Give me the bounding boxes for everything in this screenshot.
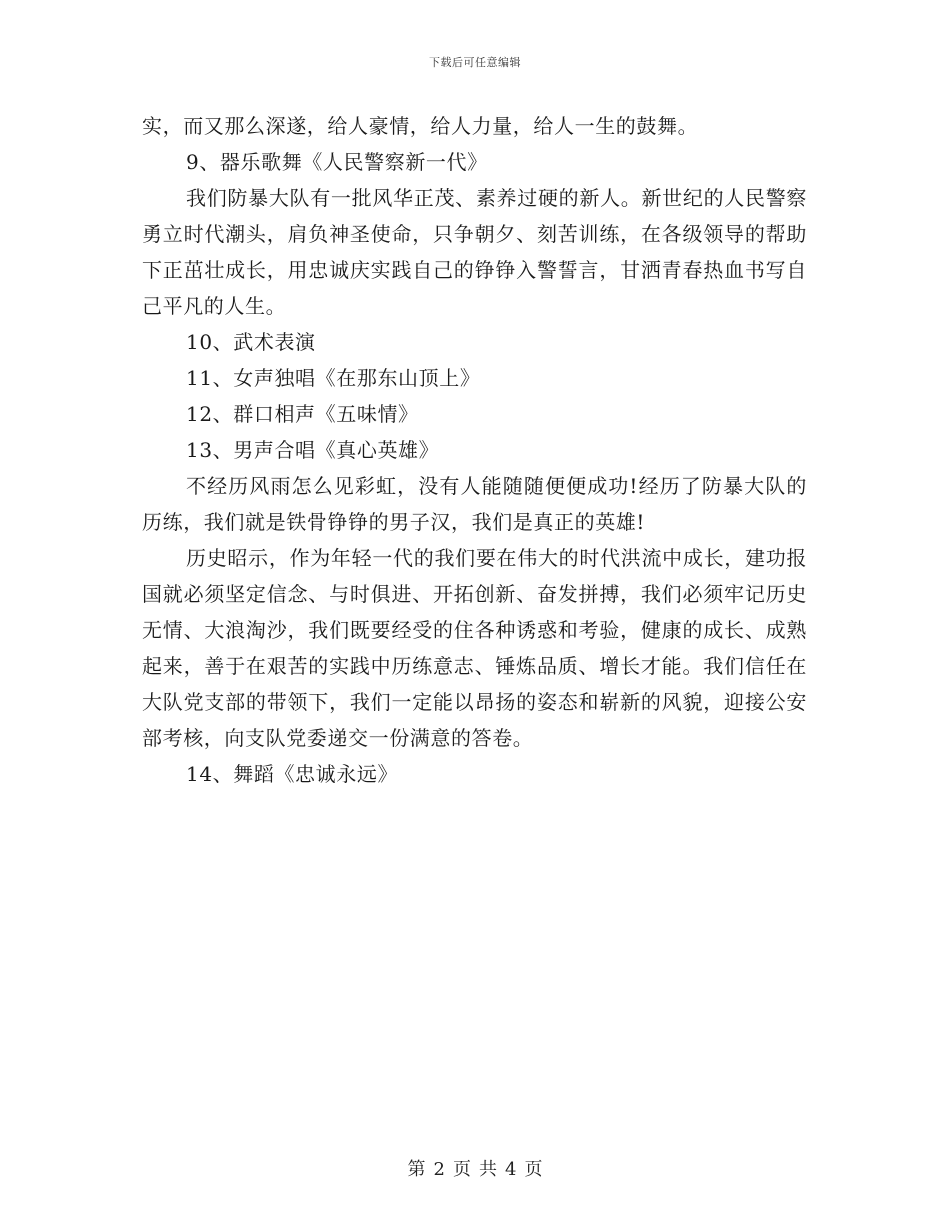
page-label-total: 共 xyxy=(479,1159,497,1180)
total-pages-number: 4 xyxy=(505,1159,517,1180)
current-page-number: 2 xyxy=(433,1159,445,1180)
page-label-mid: 页 xyxy=(453,1159,471,1180)
program-item-14: 14、舞蹈《忠诚永远》 xyxy=(186,762,399,786)
page-label-suffix: 页 xyxy=(524,1159,543,1180)
page-label-prefix: 第 xyxy=(407,1159,426,1180)
program-item-13: 13、男声合唱《真心英雄》 xyxy=(186,438,440,462)
page-footer xyxy=(0,1155,950,1181)
header-note: 下载后可任意编辑 xyxy=(429,56,521,69)
paragraph-item-9-description: 我们防暴大队有一批风华正茂、素养过硬的新人。新世纪的人民警察勇立时代潮头，肩负神圣使命，只争朝夕、刻苦训练，在各级领导的帮助下正茁壮成长，用忠诚庆实践自己的铮铮入警誓言，甘洒青春热血书写自己平凡的人生。 xyxy=(142,186,807,318)
paragraph-history: 历史昭示，作为年轻一代的我们要在伟大的时代洪流中成长，建功报国就必须坚定信念、与时俱进、开拓创新、奋发拼搏，我们必须牢记历史无情、大浪淘沙，我们既要经受的住各种诱惑和考验，健康的成长、成熟起来，善于在艰苦的实践中历练意志、锤炼品质、增长才能。我们信任在大队党支部的带领下，我们一定能以昂扬的姿态和崭新的风貌，迎接公安部考核，向支队党委递交一份满意的答卷。 xyxy=(142,546,807,750)
program-item-10: 10、武术表演 xyxy=(186,330,316,354)
paragraph-item-13-description: 不经历风雨怎么见彩虹，没有人能随随便便成功!经历了防暴大队的历练，我们就是铁骨铮铮的男子汉，我们是真正的英雄! xyxy=(142,474,807,534)
paragraph-continuation: 实，而又那么深遂，给人豪情，给人力量，给人一生的鼓舞。 xyxy=(142,114,699,138)
program-item-12: 12、群口相声《五味情》 xyxy=(186,402,419,426)
document-body xyxy=(142,108,807,792)
program-item-9: 9、器乐歌舞《人民警察新一代》 xyxy=(186,150,488,174)
program-item-11: 11、女声独唱《在那东山顶上》 xyxy=(186,366,481,390)
